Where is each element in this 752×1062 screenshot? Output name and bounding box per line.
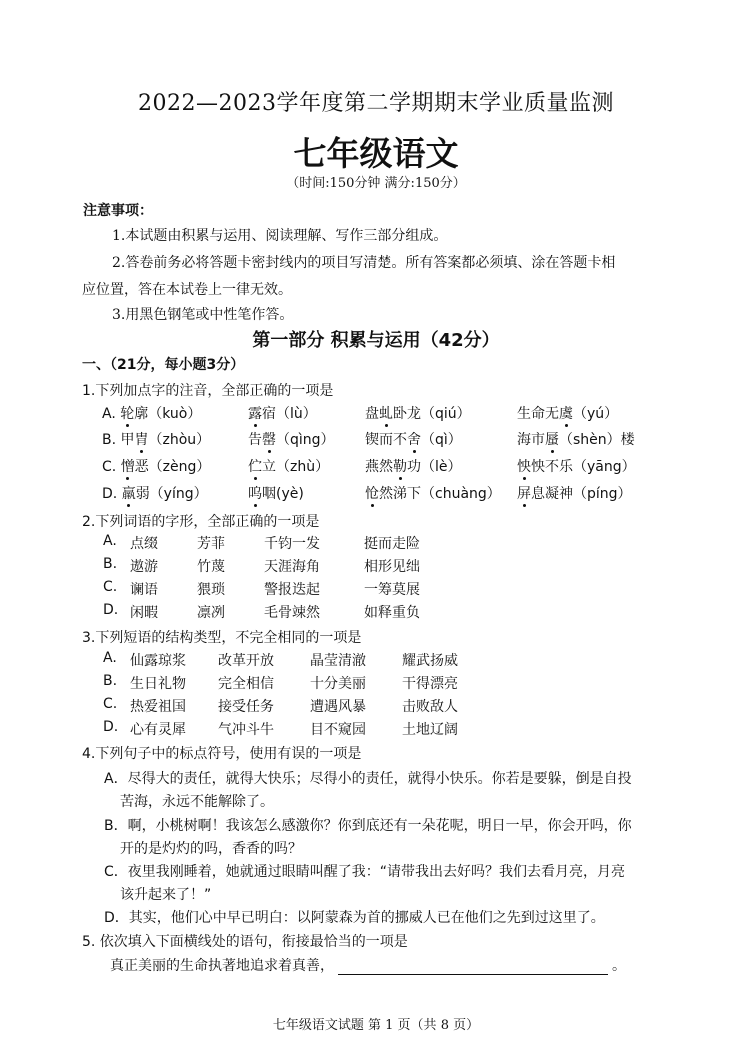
question-2-option-label: C. — [103, 579, 118, 595]
question-1-option-cell — [102, 429, 210, 449]
emphasized-char: 胄 — [134, 432, 149, 448]
question-4-option-cont: 开的是灼灼的吗，香香的吗？ — [120, 841, 302, 857]
question-1-option-cell — [102, 403, 201, 423]
question-2-option-label: D. — [103, 602, 119, 618]
question-3-option-term: 改革开放 — [218, 653, 274, 669]
question-1-option-cell — [248, 456, 329, 476]
question-1-option-cell — [365, 403, 471, 423]
emphasized-char: 蜃 — [545, 432, 559, 448]
notice-item: 2.答卷前务必将答题卡密封线内的项目写清楚。所有答案都必须填、涂在答题卡相 — [112, 255, 616, 271]
option-text: 功（lè） — [407, 459, 462, 475]
question-1-option-cell — [365, 483, 501, 503]
question-3-option-term: 热爱祖国 — [130, 699, 186, 715]
question-3-option-term: 目不窥园 — [310, 722, 366, 738]
option-text: 恶（zèng） — [134, 459, 211, 475]
question-3-option-term: 晶莹清澈 — [310, 653, 366, 669]
emphasized-char: 虞 — [559, 406, 573, 422]
question-1-option-cell — [248, 483, 304, 503]
notice-item: 应位置，答在本试卷上一律无效。 — [82, 282, 292, 298]
question-4-option: C．夜里我刚睡着，她就通过眼睛叫醒了我：“请带我出去好吗？我们去看月亮，月亮 — [104, 864, 626, 880]
question-3-option-term: 干得漂亮 — [402, 676, 458, 692]
question-3-option-term: 十分美丽 — [310, 676, 366, 692]
question-1-option-cell — [365, 456, 462, 476]
question-1-option-cell — [517, 456, 636, 476]
question-3-stem: 3.下列短语的结构类型，不完全相同的一项是 — [82, 630, 362, 646]
question-1-option-cell — [517, 429, 635, 449]
option-text: 然涕下（chuàng） — [379, 486, 501, 502]
question-4-option: D．其实，他们心中早已明白：以阿蒙森为首的挪威人已在他们之先到过这里了。 — [104, 910, 605, 926]
question-3-option-term: 完全相信 — [218, 676, 274, 692]
option-text: （zhòu） — [148, 432, 211, 448]
question-2-stem: 2.下列词语的字形，全部正确的一项是 — [82, 514, 320, 530]
option-text: 息凝神（píng） — [531, 486, 632, 502]
option-text: 廓（kuò） — [134, 406, 202, 422]
question-4-stem: 4.下列句子中的标点符号，使用有误的一项是 — [82, 746, 362, 762]
question-3-option-term: 心有灵犀 — [130, 722, 186, 738]
question-2-option-label: A. — [103, 533, 117, 549]
question-2-option-term: 竹蔑 — [197, 559, 225, 575]
question-1-option-cell — [102, 456, 210, 476]
option-text: 锲而不 — [365, 432, 407, 448]
question-1-option-cell — [102, 483, 208, 503]
emphasized-char: 舍 — [407, 432, 421, 448]
option-label: D. — [102, 486, 122, 502]
question-2-option-term: 谰语 — [130, 582, 158, 598]
emphasized-char: 屏 — [517, 486, 531, 502]
option-label: A. — [102, 406, 121, 422]
emphasized-char: 罄 — [262, 432, 276, 448]
emphasized-char: 勒 — [393, 459, 407, 475]
question-2-option-term: 千钧一发 — [264, 536, 320, 552]
question-2-option-term: 凛冽 — [197, 605, 225, 621]
question-3-option-term: 遭遇风暴 — [310, 699, 366, 715]
emphasized-char: 伫 — [248, 459, 262, 475]
question-4-option-cont: 苦海，永远不能解除了。 — [120, 794, 274, 810]
option-text: 海市 — [517, 432, 545, 448]
option-text: （qì） — [421, 432, 462, 448]
question-2-option-term: 闲暇 — [130, 605, 158, 621]
option-label: B. — [102, 432, 121, 448]
option-text: 盘 — [365, 406, 379, 422]
option-text: （shèn）楼 — [559, 432, 635, 448]
question-5-stem: 5. 依次填入下面横线处的语句，衔接最恰当的一项是 — [82, 934, 408, 950]
question-4-option-cont: 该升起来了！” — [120, 887, 212, 903]
notice-item: 1.本试题由积累与运用、阅读理解、写作三部分组成。 — [112, 228, 448, 244]
emphasized-char: 怆 — [365, 486, 379, 502]
question-3-option-term: 气冲斗牛 — [218, 722, 274, 738]
emphasized-char: 露 — [248, 406, 262, 422]
option-text: 咽(yè) — [262, 486, 304, 502]
time-info: （时间:150分钟 满分:150分） — [286, 176, 466, 191]
emphasized-char: 怏 — [517, 459, 531, 475]
option-text: （yú） — [573, 406, 619, 422]
option-text: 告 — [248, 432, 262, 448]
question-2-option-term: 一筹莫展 — [364, 582, 420, 598]
option-label: C. — [102, 459, 121, 475]
option-text: 立（zhù） — [262, 459, 330, 475]
question-4-option: A．尽得大的责任，就得大快乐；尽得小的责任，就得小快乐。你若是要躲，倒是自投 — [104, 771, 632, 787]
question-3-option-term: 生日礼物 — [130, 676, 186, 692]
question-3-option-label: A. — [103, 650, 117, 666]
question-3-option-label: C. — [103, 696, 118, 712]
option-text: （qìng） — [276, 432, 335, 448]
question-3-option-term: 击败敌人 — [402, 699, 458, 715]
emphasized-char: 虬 — [379, 406, 393, 422]
question-5-end: 。 — [612, 958, 626, 974]
option-text: 甲 — [120, 432, 135, 448]
question-3-option-label: D. — [103, 719, 119, 735]
question-3-option-term: 土地辽阔 — [402, 722, 458, 738]
question-4-option: B．啊，小桃树啊！我该怎么感激你？你到底还有一朵花呢，明日一早，你会开吗，你 — [104, 818, 632, 834]
subject-title: 七年级语文 — [293, 134, 459, 173]
exam-title: 2022—2023学年度第二学期期末学业质量监测 — [138, 91, 614, 116]
question-3-option-term: 仙露琼浆 — [130, 653, 186, 669]
option-text: 燕然 — [365, 459, 393, 475]
question-2-option-term: 遨游 — [130, 559, 158, 575]
question-3-option-term: 耀武扬威 — [402, 653, 458, 669]
question-1-option-cell — [517, 403, 618, 423]
section-heading: 一、（21分，每小题3分） — [82, 357, 245, 373]
option-text: 卧龙（qiú） — [393, 406, 471, 422]
question-2-option-term: 相形见绌 — [364, 559, 420, 575]
question-2-option-term: 如释重负 — [364, 605, 420, 621]
question-1-option-cell — [517, 483, 632, 503]
option-text: 生命无 — [517, 406, 559, 422]
emphasized-char: 轮 — [120, 406, 135, 422]
emphasized-char: 羸 — [121, 486, 136, 502]
question-2-option-label: B. — [103, 556, 118, 572]
emphasized-char: 呜 — [248, 486, 262, 502]
option-text: 宿（lù） — [262, 406, 317, 422]
question-1-option-cell — [248, 429, 335, 449]
question-1-stem: 1.下列加点字的注音，全部正确的一项是 — [82, 383, 334, 399]
question-2-option-term: 天涯海角 — [264, 559, 320, 575]
question-5-text — [110, 955, 626, 975]
notice-item: 3.用黑色钢笔或中性笔作答。 — [112, 307, 294, 323]
answer-blank[interactable] — [338, 960, 608, 975]
notice-title: 注意事项： — [83, 203, 153, 219]
question-2-option-term: 猥琐 — [197, 582, 225, 598]
question-2-option-term: 毛骨竦然 — [264, 605, 320, 621]
page-footer: 七年级语文试题 第 1 页（共 8 页） — [272, 1018, 480, 1033]
question-2-option-term: 芳菲 — [197, 536, 225, 552]
part-title: 第一部分 积累与运用（42分） — [252, 330, 500, 351]
question-5-sentence: 真正美丽的生命执著地追求着真善， — [110, 958, 334, 974]
question-1-option-cell — [365, 429, 462, 449]
question-2-option-term: 挺而走险 — [364, 536, 420, 552]
question-1-option-cell — [248, 403, 317, 423]
question-3-option-term: 接受任务 — [218, 699, 274, 715]
question-2-option-term: 警报迭起 — [264, 582, 320, 598]
question-2-option-term: 点缀 — [130, 536, 158, 552]
option-text: 怏不乐（yāng） — [531, 459, 636, 475]
emphasized-char: 憎 — [120, 459, 135, 475]
option-text: 弱（yíng） — [135, 486, 208, 502]
question-3-option-label: B. — [103, 673, 118, 689]
